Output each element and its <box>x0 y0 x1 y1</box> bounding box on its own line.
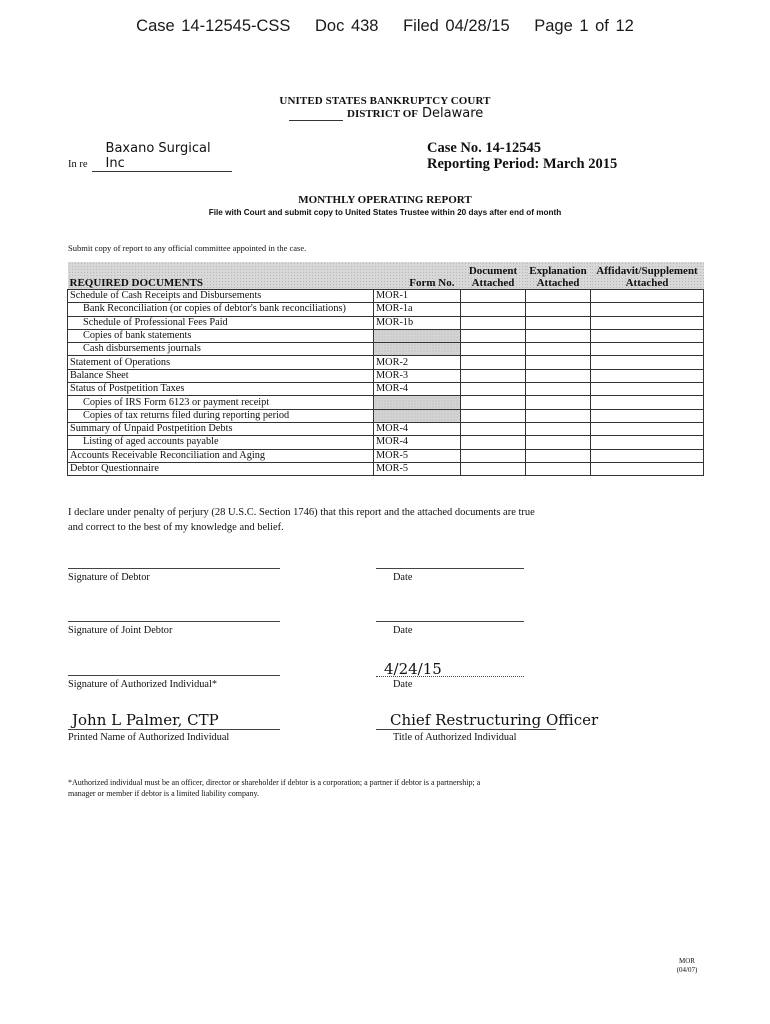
joint-debtor-signature-line[interactable] <box>68 621 280 622</box>
affidavit-attached-cell[interactable] <box>591 369 704 382</box>
table-row <box>68 396 704 409</box>
in-re-label: In re <box>68 159 88 170</box>
affidavit-attached-cell[interactable] <box>591 422 704 435</box>
title-label: Title of Authorized Individual <box>393 732 517 743</box>
table-row <box>68 343 704 356</box>
affidavit-attached-cell[interactable] <box>591 396 704 409</box>
report-title: MONTHLY OPERATING REPORT <box>298 194 472 206</box>
stamp-filed: Filed 04/28/15 <box>403 17 510 35</box>
explanation-attached-cell[interactable] <box>526 316 591 329</box>
header-affidavit-attached <box>591 262 704 290</box>
affidavit-attached-cell[interactable] <box>591 436 704 449</box>
debtor-name: Baxano Surgical Inc <box>92 141 232 172</box>
explanation-attached-cell[interactable] <box>526 449 591 462</box>
in-re-line <box>68 141 232 172</box>
explanation-attached-cell[interactable] <box>526 422 591 435</box>
form-cell-shaded <box>374 409 461 422</box>
table-row <box>68 303 704 316</box>
doc-cell: Copies of IRS Form 6123 or payment receipt <box>68 396 374 409</box>
header-required-documents: REQUIRED DOCUMENTS <box>68 262 374 290</box>
debtor-date-label: Date <box>393 572 413 583</box>
authorized-date-line[interactable] <box>376 676 524 677</box>
affidavit-attached-cell[interactable] <box>591 329 704 342</box>
form-cell: MOR-1a <box>374 303 461 316</box>
document-attached-cell[interactable] <box>461 316 526 329</box>
district-line <box>289 106 483 121</box>
header-affidavit-top: Affidavit/Supplement <box>596 265 698 277</box>
reporting-period: Reporting Period: March 2015 <box>427 156 618 172</box>
explanation-attached-cell[interactable] <box>526 462 591 475</box>
header-explanation-bottom: Attached <box>536 277 580 289</box>
doc-cell: Accounts Receivable Reconciliation and Aging <box>68 449 374 462</box>
explanation-attached-cell[interactable] <box>526 396 591 409</box>
case-number: Case No. 14-12545 <box>427 140 541 156</box>
explanation-attached-cell[interactable] <box>526 409 591 422</box>
table-row <box>68 409 704 422</box>
debtor-signature-label: Signature of Debtor <box>68 572 150 583</box>
explanation-attached-cell[interactable] <box>526 329 591 342</box>
affidavit-attached-cell[interactable] <box>591 356 704 369</box>
title-line[interactable] <box>376 729 556 730</box>
form-cell: MOR-4 <box>374 422 461 435</box>
authorized-signature-line[interactable] <box>68 675 280 676</box>
header-explanation-attached <box>526 262 591 290</box>
form-code-date: (04/07) <box>676 966 698 974</box>
title-value: Chief Restructuring Officer <box>390 711 599 729</box>
form-cell-shaded <box>374 343 461 356</box>
doc-cell: Schedule of Professional Fees Paid <box>68 316 374 329</box>
footnote: *Authorized individual must be an officer, director or shareholder if debtor is a corporation; a partner if debtor is a partnership; a manager or member if debtor is a limited liability company. <box>68 778 481 798</box>
document-attached-cell[interactable] <box>461 343 526 356</box>
form-cell: MOR-5 <box>374 449 461 462</box>
doc-cell: Listing of aged accounts payable <box>68 436 374 449</box>
doc-cell: Schedule of Cash Receipts and Disbursements <box>68 290 374 303</box>
document-attached-cell[interactable] <box>461 422 526 435</box>
table-row <box>68 290 704 303</box>
explanation-attached-cell[interactable] <box>526 303 591 316</box>
doc-cell: Debtor Questionnaire <box>68 462 374 475</box>
header-affidavit-bottom: Attached <box>625 277 669 289</box>
court-title: UNITED STATES BANKRUPTCY COURT <box>279 95 491 107</box>
document-attached-cell[interactable] <box>461 462 526 475</box>
table-row <box>68 462 704 475</box>
doc-cell: Bank Reconciliation (or copies of debtor's bank reconciliations) <box>68 303 374 316</box>
declaration-text: I declare under penalty of perjury (28 U.S.C. Section 1746) that this report and the attached documents are true and correct to the best of my knowledge and belief. <box>68 507 535 533</box>
document-attached-cell[interactable] <box>461 383 526 396</box>
document-attached-cell[interactable] <box>461 303 526 316</box>
header-document-top: Document <box>468 265 518 277</box>
stamp-page: Page 1 of 12 <box>534 17 634 35</box>
joint-date-line[interactable] <box>376 621 524 622</box>
form-cell: MOR-3 <box>374 369 461 382</box>
doc-cell: Summary of Unpaid Postpetition Debts <box>68 422 374 435</box>
affidavit-attached-cell[interactable] <box>591 343 704 356</box>
form-cell-shaded <box>374 396 461 409</box>
authorized-date-value: 4/24/15 <box>384 660 442 678</box>
district-label: DISTRICT OF <box>347 108 419 120</box>
affidavit-attached-cell[interactable] <box>591 383 704 396</box>
explanation-attached-cell[interactable] <box>526 383 591 396</box>
explanation-attached-cell[interactable] <box>526 436 591 449</box>
submit-note: Submit copy of report to any official committee appointed in the case. <box>68 243 307 253</box>
document-attached-cell[interactable] <box>461 329 526 342</box>
affidavit-attached-cell[interactable] <box>591 409 704 422</box>
form-cell: MOR-5 <box>374 462 461 475</box>
header-form-no: Form No. <box>374 262 461 290</box>
district-value: Delaware <box>422 106 484 121</box>
table-row <box>68 316 704 329</box>
doc-cell: Copies of tax returns filed during reporting period <box>68 409 374 422</box>
explanation-attached-cell[interactable] <box>526 356 591 369</box>
affidavit-attached-cell[interactable] <box>591 290 704 303</box>
district-blank <box>289 108 343 121</box>
doc-cell: Copies of bank statements <box>68 329 374 342</box>
explanation-attached-cell[interactable] <box>526 290 591 303</box>
joint-debtor-signature-label: Signature of Joint Debtor <box>68 625 173 636</box>
explanation-attached-cell[interactable] <box>526 343 591 356</box>
joint-date-label: Date <box>393 625 413 636</box>
header-document-bottom: Attached <box>471 277 515 289</box>
document-attached-cell[interactable] <box>461 356 526 369</box>
document-attached-cell[interactable] <box>461 449 526 462</box>
form-code-name: MOR <box>679 957 695 965</box>
debtor-signature-line[interactable] <box>68 568 280 569</box>
form-cell: MOR-2 <box>374 356 461 369</box>
debtor-date-line[interactable] <box>376 568 524 569</box>
form-cell: MOR-1 <box>374 290 461 303</box>
document-attached-cell[interactable] <box>461 436 526 449</box>
printed-name-line[interactable] <box>68 729 280 730</box>
table-header-row <box>68 262 704 290</box>
filing-stamp <box>0 17 770 36</box>
table-row <box>68 449 704 462</box>
table-row <box>68 436 704 449</box>
header-explanation-top: Explanation <box>529 265 587 277</box>
doc-cell: Cash disbursements journals <box>68 343 374 356</box>
table-row <box>68 329 704 342</box>
form-cell-shaded <box>374 329 461 342</box>
stamp-case: Case 14-12545-CSS <box>136 17 291 35</box>
printed-name-label: Printed Name of Authorized Individual <box>68 732 230 743</box>
header-document-attached <box>461 262 526 290</box>
table-row <box>68 383 704 396</box>
doc-cell: Balance Sheet <box>68 369 374 382</box>
authorized-date-label: Date <box>393 679 413 690</box>
printed-name-value: John L Palmer, CTP <box>72 711 219 729</box>
document-attached-cell[interactable] <box>461 369 526 382</box>
report-subtitle: File with Court and submit copy to United States Trustee within 20 days after end of month <box>208 208 562 217</box>
explanation-attached-cell[interactable] <box>526 369 591 382</box>
affidavit-attached-cell[interactable] <box>591 316 704 329</box>
stamp-doc: Doc 438 <box>315 17 379 35</box>
document-attached-cell[interactable] <box>461 396 526 409</box>
table-row <box>68 422 704 435</box>
document-attached-cell[interactable] <box>461 290 526 303</box>
doc-cell: Statement of Operations <box>68 356 374 369</box>
document-attached-cell[interactable] <box>461 409 526 422</box>
form-cell: MOR-1b <box>374 316 461 329</box>
table-row <box>68 369 704 382</box>
affidavit-attached-cell[interactable] <box>591 303 704 316</box>
form-code <box>670 957 704 975</box>
authorized-signature-label: Signature of Authorized Individual* <box>68 679 217 690</box>
form-cell: MOR-4 <box>374 383 461 396</box>
form-cell: MOR-4 <box>374 436 461 449</box>
affidavit-attached-cell[interactable] <box>591 462 704 475</box>
required-documents-table <box>67 262 704 476</box>
affidavit-attached-cell[interactable] <box>591 449 704 462</box>
doc-cell: Status of Postpetition Taxes <box>68 383 374 396</box>
table-row <box>68 356 704 369</box>
